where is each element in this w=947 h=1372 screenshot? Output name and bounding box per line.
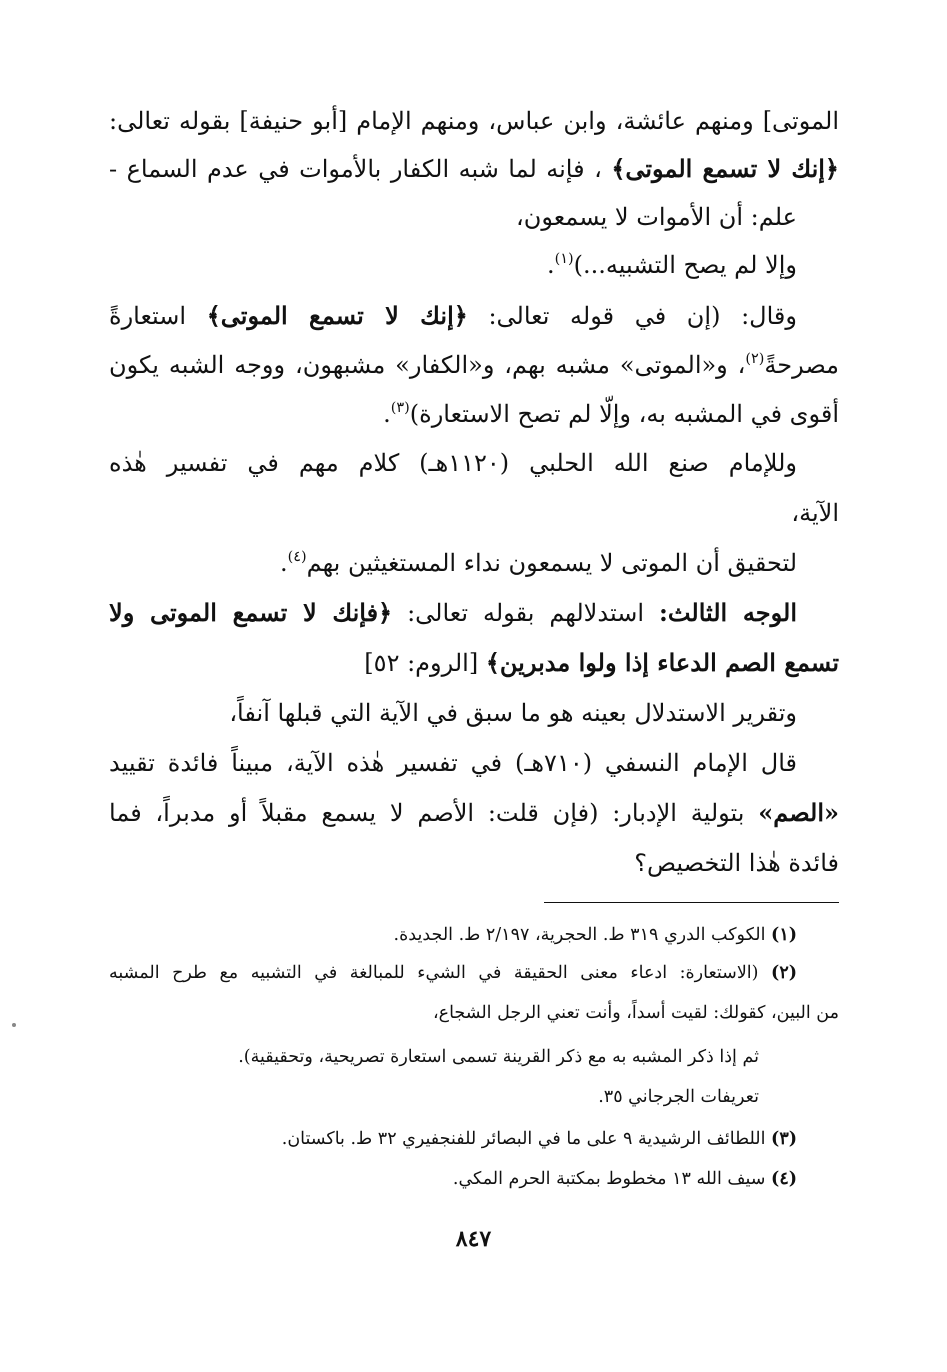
quoted-term: «الصم» [758, 798, 839, 827]
text-line-7-end: . [383, 400, 391, 428]
footnote-4-text: سيف الله ١٣ مخطوط بمكتبة الحرم المكي. [452, 1169, 766, 1189]
text-line-1: الموتى] ومنهم عائشة، وابن عباس، ومنهم الإمام [أبو حنيفة] بقوله تعالى: [109, 107, 839, 135]
footnote-ref-1: (١) [554, 250, 574, 267]
footnote-ref-4: (٤) [287, 548, 307, 565]
body-line-8 [109, 440, 797, 486]
text-line-7: أقوى في المشبه به، وإلّا لم تصح الاستعارة) [409, 400, 839, 428]
footnote-2-continuation-2 [29, 1040, 759, 1074]
footnote-2-number: (٢) [771, 963, 797, 983]
body-line-2 [109, 146, 839, 192]
footnote-1-number: (١) [771, 925, 797, 945]
quran-verse-1: ﴿إنك لا تسمع الموتى﴾ [611, 154, 839, 183]
footnote-2-text: (الاستعارة: ادعاء معنى الحقيقة في الشيء للمبالغة في التشبيه مع طرح المشبه [109, 963, 759, 983]
body-line-6 [109, 342, 839, 388]
text-line-3: علم: أن الأموات لا يسمعون، [515, 203, 797, 231]
quran-verse-3: ﴿فإنك لا تسمع الموتى ولا [109, 598, 393, 627]
verse-reference: [الروم: ٥٢] [364, 649, 479, 677]
body-line-12 [109, 640, 839, 686]
body-line-14 [109, 740, 797, 786]
footnote-1-text: الكوكب الدري ٣١٩ ط. الحجرية، ٢/١٩٧ ط. الجديدة. [393, 925, 766, 945]
body-line-10 [67, 540, 797, 586]
text-line-15: بتولية الإدبار: (فإن قلت: الأصم لا يسمع مقبلاً أو مدبراً، فما [109, 799, 745, 827]
footnote-ref-2: (٢) [745, 350, 765, 367]
quran-verse-3-cont: تسمع الصم الدعاء إذا ولوا مدبرين﴾ [485, 648, 839, 677]
text-line-5: وقال: (إن في قوله تعالى: [488, 302, 797, 330]
footnote-3 [67, 1122, 797, 1156]
text-line-16: فائدة هٰذا التخصيص؟ [634, 849, 839, 877]
text-line-5-end: استعارةً [109, 302, 187, 330]
text-line-11: استدلالهم بقوله تعالى: [407, 599, 644, 627]
footnote-3-text: اللطائف الرشيدية ٩ على ما في البصائر للفنجفيري ٣٢ ط. باكستان. [281, 1129, 766, 1149]
text-line-14: قال الإمام النسفي (٧١٠هـ) في تفسير هٰذه الآية، مبيناً فائدة تقييد [109, 749, 797, 777]
footnote-3-number: (٣) [771, 1129, 797, 1149]
footnote-2 [109, 956, 797, 990]
text-line-10-end: . [280, 549, 288, 577]
body-line-11 [109, 590, 797, 636]
footnote-4 [67, 1162, 797, 1196]
text-line-6: مصرحةً [764, 351, 839, 379]
text-line-4-end: . [547, 251, 555, 279]
body-line-16 [109, 840, 839, 886]
text-line-9: الآية، [791, 499, 839, 527]
footnote-2-continuation-1 [109, 996, 839, 1030]
text-line-10: لتحقيق أن الموتى لا يسمعون نداء المستغيثين بهم [306, 549, 797, 577]
text-line-13: وتقرير الاستدلال بعينه هو ما سبق في الآية التي قبلها آنفاً، [229, 699, 797, 727]
body-line-13 [67, 690, 797, 736]
footnote-divider [544, 902, 839, 903]
text-line-6-end: ، و«الموتى» مشبه بهم، و«الكفار» مشبهون، ووجه الشبه يكون [109, 351, 746, 379]
footnote-4-number: (٤) [771, 1169, 797, 1189]
body-line-7 [109, 391, 839, 437]
footnote-1 [67, 918, 797, 952]
body-line-3 [67, 194, 797, 240]
body-line-4 [67, 242, 797, 288]
text-line-8: وللإمام صنع الله الحلبي (١١٢٠هـ) كلام مهم في تفسير هٰذه [109, 449, 797, 477]
footnote-ref-3: (٣) [390, 399, 410, 416]
body-line-9 [109, 490, 839, 536]
text-line-2: ، فإنه لما شبه الكفار بالأموات في عدم السماع - [109, 155, 602, 183]
body-line-15 [109, 790, 839, 836]
scan-speck [12, 1023, 16, 1027]
footnote-2-continuation-3 [29, 1080, 759, 1114]
text-line-4: وإلا لم يصح التشبيه...) [573, 251, 797, 279]
footnote-2-text-cont-2: ثم إذا ذكر المشبه به مع ذكر القرينة تسمى استعارة تصريحية، وتحقيقية). [238, 1047, 759, 1067]
body-line-5 [109, 293, 797, 339]
section-heading: الوجه الثالث: [658, 598, 797, 627]
page-number: ٨٤٧ [455, 1226, 492, 1252]
quran-verse-2: ﴿إنك لا تسمع الموتى﴾ [206, 301, 468, 330]
footnote-2-text-cont-1: من البين، كقولك: لقيت أسداً، وأنت تعني الرجل الشجاع، [433, 1003, 839, 1023]
body-line-1 [109, 98, 839, 144]
footnote-2-text-cont-3: تعريفات الجرجاني ٣٥. [598, 1087, 759, 1107]
